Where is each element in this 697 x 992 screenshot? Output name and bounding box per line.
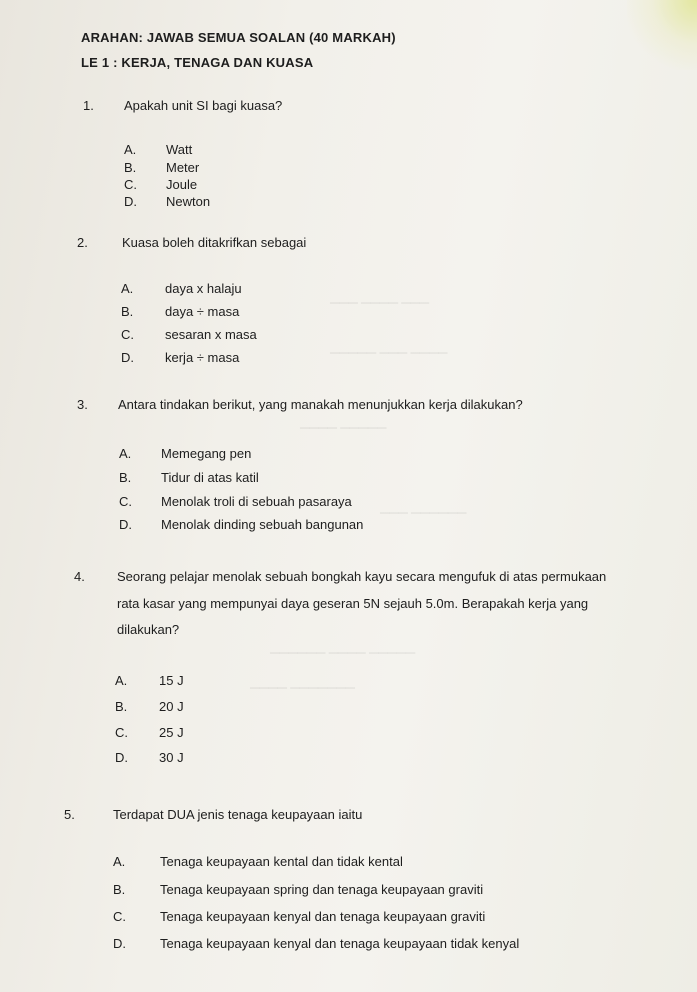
option-letter: D. [124, 194, 137, 209]
section-heading: LE 1 : KERJA, TENAGA DAN KUASA [81, 55, 314, 70]
option-text: 15 J [159, 673, 184, 688]
option-letter: D. [113, 936, 126, 951]
option-letter: A. [124, 142, 137, 157]
question-number: 3. [77, 397, 88, 412]
option-text: Tenaga keupayaan spring dan tenaga keupayaan graviti [160, 882, 484, 897]
option-text: kerja ÷ masa [165, 350, 240, 365]
option-letter: A. [119, 446, 132, 461]
question-number: 5. [64, 807, 75, 822]
option-letter: C. [124, 177, 137, 192]
option-text: Watt [166, 142, 193, 157]
question-text: Apakah unit SI bagi kuasa? [124, 98, 283, 113]
paper-corner-shadow [627, 0, 697, 70]
question-number: 2. [77, 235, 88, 250]
option-text: Tidur di atas katil [161, 470, 259, 485]
option-letter: B. [113, 882, 126, 897]
question-text-line: rata kasar yang mempunyai daya geseran 5N sejauh 5.0m. Berapakah kerja yang [117, 596, 589, 611]
question-number: 4. [74, 569, 85, 584]
show-through-mark: ▁▁▁▁▁▁ ▁▁▁▁ ▁▁▁▁▁ [270, 640, 416, 654]
option-text: Menolak troli di sebuah pasaraya [161, 494, 352, 509]
option-letter: B. [115, 699, 128, 714]
option-text: 20 J [159, 699, 184, 714]
option-letter: A. [121, 281, 134, 296]
question-number: 1. [83, 98, 94, 113]
option-letter: C. [121, 327, 134, 342]
show-through-mark: ▁▁▁ ▁▁▁▁ ▁▁▁ [330, 290, 429, 304]
option-letter: C. [119, 494, 132, 509]
option-letter: C. [115, 725, 128, 740]
option-text: 30 J [159, 750, 184, 765]
option-text: Tenaga keupayaan kenyal dan tenaga keupayaan graviti [160, 909, 486, 924]
option-text: Tenaga keupayaan kental dan tidak kental [160, 854, 403, 869]
option-letter: A. [113, 854, 126, 869]
option-letter: D. [121, 350, 134, 365]
instruction-heading: ARAHAN: JAWAB SEMUA SOALAN (40 MARKAH) [81, 30, 396, 45]
option-letter: B. [119, 470, 132, 485]
option-text: Joule [166, 177, 198, 192]
option-text: daya x halaju [165, 281, 242, 296]
option-text: sesaran x masa [165, 327, 257, 342]
option-text: 25 J [159, 725, 184, 740]
option-text: Memegang pen [161, 446, 252, 461]
option-letter: B. [124, 160, 137, 175]
option-text: Newton [166, 194, 211, 209]
option-text: Menolak dinding sebuah bangunan [161, 517, 364, 532]
show-through-mark: ▁▁▁▁▁ ▁▁▁ ▁▁▁▁ [330, 340, 448, 354]
option-letter: C. [113, 909, 126, 924]
option-text: Tenaga keupayaan kenyal dan tenaga keupayaan tidak kenyal [160, 936, 520, 951]
question-text: Kuasa boleh ditakrifkan sebagai [122, 235, 307, 250]
option-letter: B. [121, 304, 134, 319]
show-through-mark: ▁▁▁▁ ▁▁▁▁▁ [300, 415, 387, 429]
question-text: Antara tindakan berikut, yang manakah menunjukkan kerja dilakukan? [118, 397, 523, 412]
option-text: Meter [166, 160, 200, 175]
option-letter: A. [115, 673, 128, 688]
question-text: Terdapat DUA jenis tenaga keupayaan iaitu [113, 807, 363, 822]
question-text-line: dilakukan? [117, 622, 180, 637]
option-letter: D. [115, 750, 128, 765]
question-text-line: Seorang pelajar menolak sebuah bongkah kayu secara mengufuk di atas permukaan [117, 569, 607, 584]
show-through-mark: ▁▁▁▁ ▁▁▁▁▁▁▁ [250, 675, 355, 689]
show-through-mark: ▁▁▁ ▁▁▁▁▁▁ [380, 500, 467, 514]
option-text: daya ÷ masa [165, 304, 240, 319]
option-letter: D. [119, 517, 132, 532]
